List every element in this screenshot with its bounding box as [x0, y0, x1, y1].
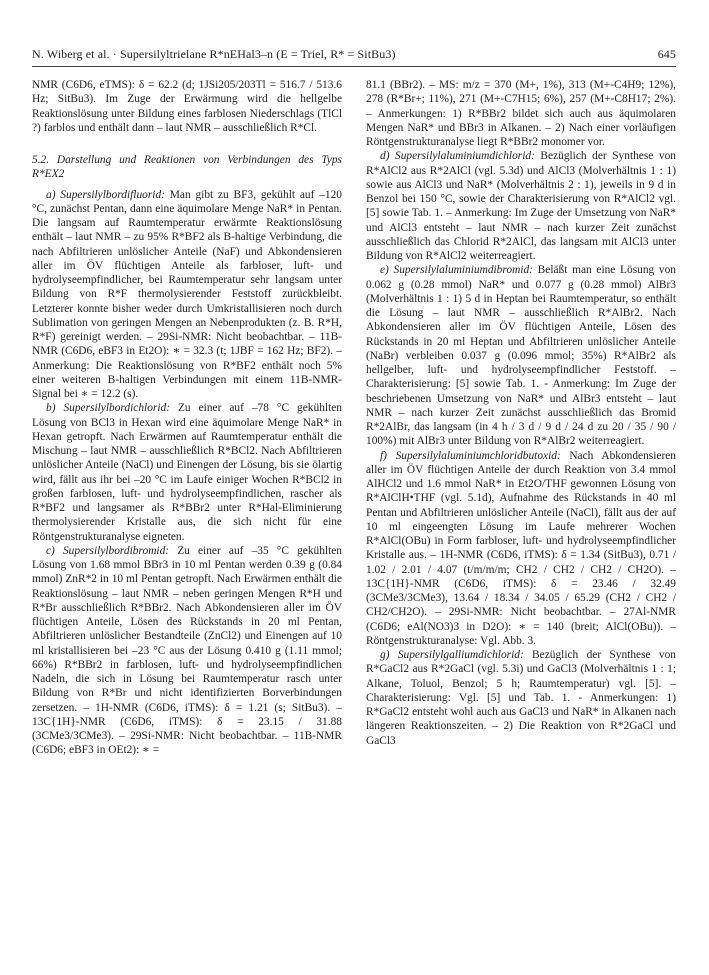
running-header-title: N. Wiberg et al. · Supersilyltrielane R*nEHal3–n (E = Triel, R* = SitBu3)	[32, 47, 396, 61]
subheading-aluminiumdichlorid: d) Supersilylaluminiumdichlorid:	[380, 150, 535, 163]
paragraph-aluminiumdichlorid	[366, 149, 676, 263]
right-column	[366, 78, 676, 958]
left-column	[32, 78, 342, 958]
paragraph-bordifluorid-text: Man gibt zu BF3, gekühlt auf –120 °C, zunächst Pentan, dann eine äquimolare Menge NaR* in Pentan. Die langsam auf Raumtemperatur erwärmte Reaktionslösung enthält – laut NMR – zu 95% R*BF2 als B-haltige Verbindung, die nach Abfiltrieren unlöslicher Anteile (NaF) und Abkondensieren aller im ÖV flüchtigen Anteile als farbloser, luft- und hydrolyseempfindlicher, bei Raumtemperatur sehr langsam unter Bildung von R*F thermolysierender Feststoff zurückbleibt. Letzterer konnte bisher weder durch Umkristallisieren noch durch Sublimation von geringen Mengen an Nebenprodukten (z. B. R*H, R*F) gereinigt werden. – 29Si-NMR: Nicht beobachtbar. – 11B-NMR (C6D6, eBF3 in Et2O): ∗ = 32.3 (t; 1JBF = 162 Hz; BF2). – Anmerkung: Die Reaktionslösung von R*BF2 enthält noch 5% einer weiteren B-haltigen Verbindungen mit einem 11B-NMR-Signal bei ∗ = 12.2 (s).	[32, 188, 342, 400]
section-heading-5-2: 5.2. Darstellung und Reaktionen von Verbindungen des Typs R*EX2	[32, 154, 342, 181]
paragraph-continuation: NMR (C6D6, eTMS): δ = 62.2 (d; 1JSi205/203Tl = 516.7 / 513.6 Hz; SitBu3). Im Zuge der Erwärmung wird die hellgelbe Reaktionslösung unter Bildung eines farblosen Niederschlags (TlCl ?) farblos und enthält dann – laut NMR – ausschließlich R*Cl.	[32, 79, 342, 134]
paragraph-bordibromid-text: Zu einer auf –35 °C gekühlten Lösung von 1.68 mmol BBr3 in 10 ml Pentan werden 0.39 g (0.84 mmol) ZnR*2 in 10 ml Pentan getropft. Nach Erwärmen enthält die Reaktionslösung – laut NMR – neben geringen Mengen R*H und R*Br ausschließlich R*BBr2. Nach Abkondensieren aller im ÖV flüchtigen Anteile, Lösen des Rückstands in 20 ml Pentan, Abfiltrieren unlöslicher Bestandteile (ZnCl2) und Einengen auf 10 ml kristallisieren bei –23 °C aus der Lösung 0.410 g (1.11 mmol; 66%) R*BBr2 in farblosen, luft- und hydrolyseempfindlichen Nadeln, die sich in Lösung bei Raumtemperatur rasch unter Bildung von R*Br und nicht identifizierten Borverbindungen zersetzen. – 1H-NMR (C6D6, iTMS): δ = 1.21 (s; SitBu3). – 13C{1H}-NMR (C6D6, iTMS): δ = 23.15 / 31.88 (3CMe3/3CMe3). – 29Si-NMR: Nicht beobachtbar. – 11B-NMR (C6D6; eBF3 in OEt2): ∗ =	[32, 544, 342, 757]
paragraph-aluminiumdichlorid-text: Bezüglich der Synthese von R*AlCl2 aus R*2AlCl (vgl. 5.3d) und AlCl3 (Molverhältnis 1 : 1) sowie aus AlCl3 und NaR* (Molverhältnis 2 : 1), jeweils in 9 d in Benzol bei 150 °C, sowie der Charakterisierung von R*AlCl2 vgl. [5] sowie Tab. 1. – Anmerkung: Im Zuge der Umsetzung von NaR* und AlCl3 entsteht – laut NMR – nach kurzer Zeit zunächst ausschließlich das Chlorid R*2AlCl, das langsam mit AlCl3 unter Bildung von R*AlCl2 weiterreagiert.	[366, 150, 676, 262]
subheading-bordifluorid: a) Supersilylbordifluorid:	[46, 188, 165, 201]
running-header	[32, 47, 676, 65]
subheading-galliumdichlorid: g) Supersilylgalliumdichlorid:	[380, 649, 524, 661]
subheading-bordibromid: c) Supersilylbordibromid:	[46, 544, 170, 557]
paragraph-ms-data: 81.1 (BBr2). – MS: m/z = 370 (M+, 1%), 313 (M+-C4H9; 12%), 278 (R*Br+; 11%), 271 (M+-C7H15; 6%), 257 (M+-C8H17; 2%). – Anmerkungen: 1) R*BBr2 bildet sich auch aus äquimolaren Mengen NaR* und BBr3 in Alkanen. – 2) Nach einer vorläufigen Röntgenstrukturanalyse liegt R*BBr2 monomer vor.	[366, 79, 676, 148]
subheading-aluminiumdibromid: e) Supersilylaluminiumdibromid:	[380, 264, 533, 277]
paragraph-galliumdichlorid-text: Bezüglich der Synthese von R*GaCl2 aus R*2GaCl (vgl. 5.3i) und GaCl3 (Molverhältnis 1 : 1; Alkane, Toluol, Benzol; 5 h; Raumtemperatur) vgl. [5]. – Charakterisierung: Vgl. [5] und Tab. 1. - Anmerkungen: 1) R*GaCl2 entsteht wohl auch aus GaCl3 und NaR* in Alkanen nach längeren Reaktionszeiten. – 2) Die Reaktion von R*2GaCl und GaCl3	[366, 649, 676, 747]
paragraph-aluminiumchloridbutoxid-text: Nach Abkondensieren aller im ÖV flüchtigen Anteile der durch Reaktion von 3.4 mmol AlHCl2 und 1.6 mmol NaR* in Et2O/THF gewonnen Lösung von R*AlClH•THF (vgl. 5.1d), Aufnahme des Rückstands in 40 ml Pentan und Abfiltrieren unlöslicher Anteile (NaCl), fällt aus der auf 10 ml eingeengten Lösung im Laufe mehrerer Wochen R*AlCl(OBu) in Form farbloser, luft- und hydrolyseempfindlicher Kristalle aus. – 1H-NMR (C6D6, iTMS): δ = 1.34 (SitBu3), 0.71 / 1.02 / 2.01 / 4.07 (t/m/m/m; CH2 / CH2 / CH2 / CH2O). – 13C{1H}-NMR (C6D6, iTMS): δ = 23.46 / 32.49 (3CMe3/3CMe3), 13.64 / 18.34 / 34.05 / 65.29 (CH2 / CH2 / CH2/CH2O). – 29Si-NMR: Nicht beobachtbar. – 27Al-NMR (C6D6; eAl(NO3)3 in D2O): ∗ = 140 (breit; AlCl(OBu)). – Röntgenstrukturanalyse: Vgl. Abb. 3.	[366, 449, 676, 647]
subheading-bordichlorid: b) Supersilylbordichlorid:	[46, 402, 170, 415]
paragraph-aluminiumdibromid	[366, 263, 676, 448]
paragraph-aluminiumchloridbutoxid	[366, 449, 676, 649]
paragraph-bordichlorid	[32, 401, 342, 544]
subheading-aluminiumchloridbutoxid: f) Supersilylaluminiumchloridbutoxid:	[380, 449, 561, 462]
paragraph-galliumdichlorid	[366, 648, 676, 748]
header-divider	[32, 66, 676, 67]
paragraph-bordifluorid	[32, 188, 342, 402]
page-number: 645	[657, 47, 676, 61]
paragraph-bordichlorid-text: Zu einer auf –78 °C gekühlten Lösung von BCl3 in Hexan wird eine äquimolare Menge NaR* in Hexan getropft. Nach Erwärmen auf Raumtemperatur enthält die Mischung – laut NMR – ausschließlich R*BCl2. Nach Abfiltrieren unlöslicher Anteile (NaCl) und Einengen der Lösung, bis sie ölartig wird, fällt aus ihr bei –20 °C im Laufe einiger Wochen R*BCl2 in großen farblosen, luft- und hydrolyseempfindlichen, rascher als R*BF2 und langsamer als R*BBr2 unter R*Hal-Eliminierung thermolysierender Kristalle aus, die sich nicht für eine Röntgenstrukturanalyse eigneten.	[32, 402, 342, 543]
paragraph-aluminiumdibromid-text: Beläßt man eine Lösung von 0.062 g (0.28 mmol) NaR* und 0.077 g (0.28 mmol) AlBr3 (Molverhältnis 1 : 1) 5 d in Heptan bei Raumtemperatur, so enthält die Lösung – laut NMR – ausschließlich R*AlBr2. Nach Abkondensieren aller im ÖV flüchtigen Anteile, Lösen des Rückstands in 20 ml Heptan und Abfiltrieren unlöslicher Anteile (NaBr) verbleiben 0.037 g (0.096 mmol; 35%) R*AlBr2 als hellgelber, luft- und hydrolyseempfindlicher Feststoff. – Charakterisierung: [5] sowie Tab. 1. - Anmerkung: Im Zuge der beschriebenen Umsetzung von NaR* und AlBr3 entsteht – laut NMR – nach kurzer Zeit zunächst ausschließlich das Bromid R*2AlBr, das langsam (in 4 h / 3 d / 9 d / 24 d zu 20 / 35 / 90 / 100%) mit AlBr3 unter Bildung von R*AlBr2 weiterreagiert.	[366, 264, 676, 448]
paragraph-bordibromid	[32, 544, 342, 758]
